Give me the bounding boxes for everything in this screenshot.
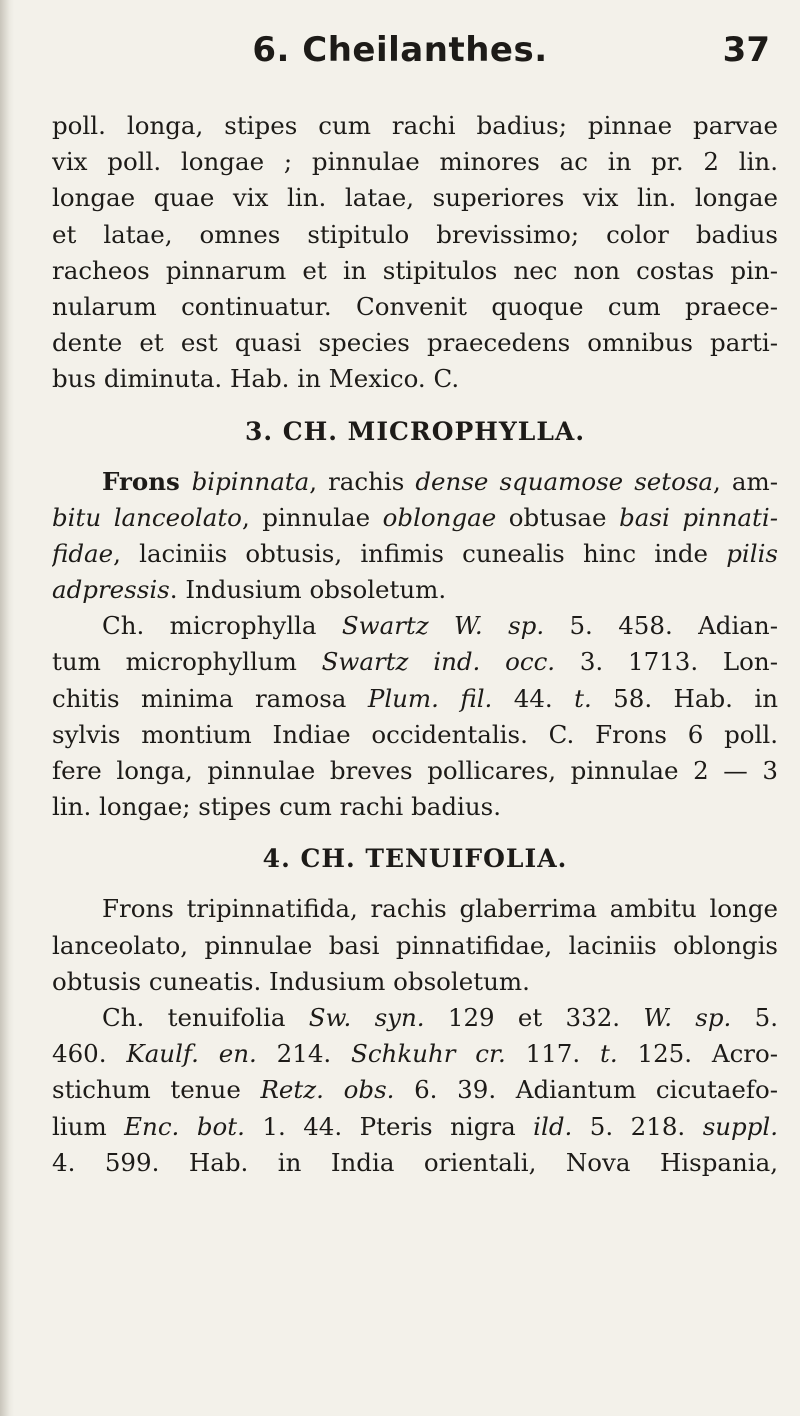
text-line: poll. longa, stipes cum rachi badius; pinnae parvae	[52, 111, 778, 140]
page-number: 37	[722, 30, 770, 70]
synonymy-line: sylvis montium Indiae occidentalis. C. Frons 6 poll.	[52, 719, 778, 749]
running-title: 6. Cheilanthes.	[252, 30, 548, 70]
text-line: bus diminuta. Hab. in Mexico. C.	[52, 364, 460, 394]
species-heading-tenuifolia: 4. CH. TENUIFOLIA.	[262, 844, 568, 874]
text-line: nularum continuatur. Convenit quoque cum praece-	[52, 291, 778, 321]
synonymy-line: 4. 599. Hab. in India orientali, Nova Hispania,	[52, 1147, 778, 1177]
species-heading-microphylla: 3. CH. MICROPHYLLA.	[244, 416, 586, 446]
synonymy-line: fere longa, pinnulae breves pollicares, pinnulae 2 — 3	[52, 756, 778, 785]
text-line: vix poll. longae ; pinnulae minores ac in pr. 2 lin.	[52, 147, 778, 177]
synonymy-line: chitis minima ramosa Plum. fil. 44. t. 58. Hab. in	[52, 683, 778, 713]
description-line: fidae, laciniis obtusis, infimis cunealis hinc inde pilis	[52, 538, 778, 568]
description-line: lanceolato, pinnulae basi pinnatifidae, laciniis oblongis	[52, 930, 778, 960]
synonymy-line: lin. longae; stipes cum rachi badius.	[52, 792, 502, 822]
description-line: Frons bipinnata, rachis dense squamose setosa, am-	[102, 466, 778, 496]
description-line: adpressis. Indusium obsoletum.	[52, 575, 447, 605]
description-line: bitu lanceolato, pinnulae oblongae obtusae basi pinnati-	[52, 502, 778, 532]
synonymy-line: Ch. tenuifolia Sw. syn. 129 et 332. W. sp. 5.	[102, 1002, 778, 1032]
synonymy-line: 460. Kaulf. en. 214. Schkuhr cr. 117. t. 125. Acro-	[52, 1039, 778, 1069]
text-line: racheos pinnarum et in stipitulos nec non costas pin-	[52, 255, 778, 285]
text-line: dente et est quasi species praecedens omnibus parti-	[52, 328, 778, 358]
description-line: Frons tripinnatifida, rachis glaberrima ambitu longe	[102, 894, 778, 924]
synonymy-line: lium Enc. bot. 1. 44. Pteris nigra ild. 5. 218. suppl.	[52, 1111, 778, 1141]
body-text	[52, 108, 778, 1181]
synonymy-line: tum microphyllum Swartz ind. occ. 3. 1713. Lon-	[52, 647, 778, 677]
description-line: obtusis cuneatis. Indusium obsoletum.	[52, 966, 530, 996]
text-line: et latae, omnes stipitulo brevissimo; color badius	[52, 219, 778, 249]
page-edge-shadow	[0, 0, 14, 1416]
running-header	[0, 30, 800, 80]
text-line: longae quae vix lin. latae, superiores vix lin. longae	[52, 183, 778, 213]
synonymy-line: Ch. microphylla Swartz W. sp. 5. 458. Adian-	[102, 611, 778, 641]
synonymy-line: stichum tenue Retz. obs. 6. 39. Adiantum cicutaefo-	[52, 1075, 778, 1105]
